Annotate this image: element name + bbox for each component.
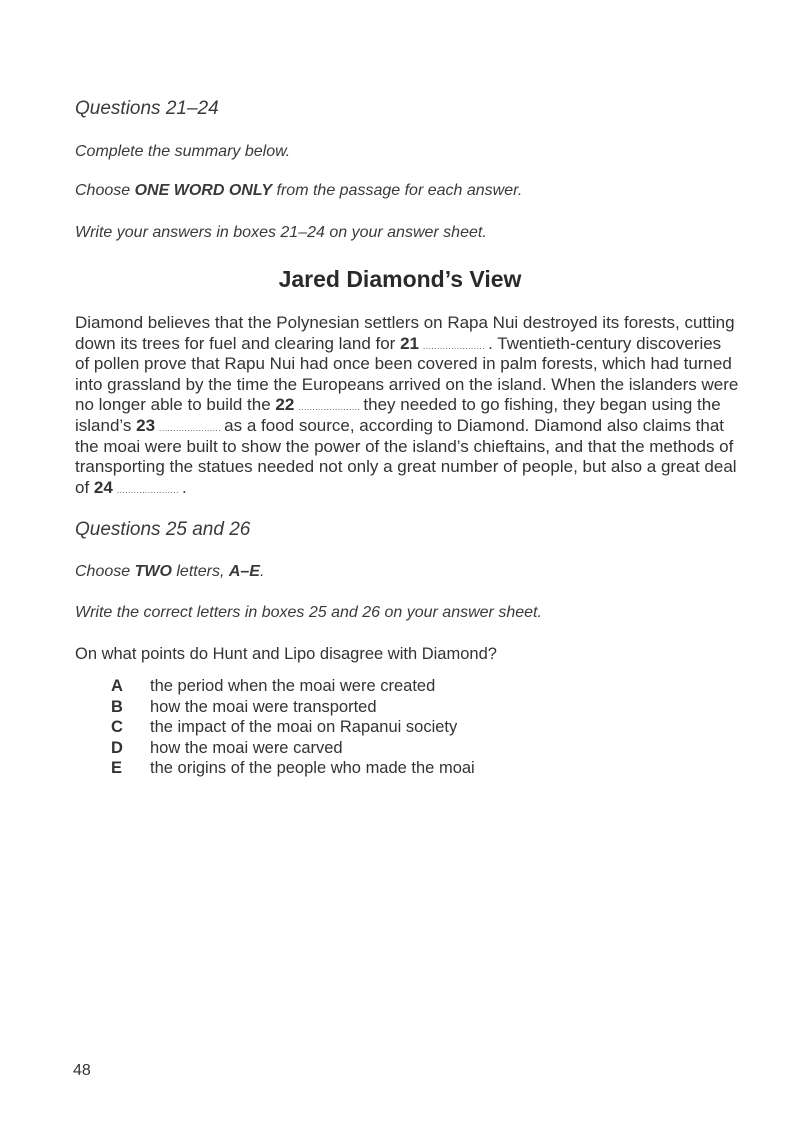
- answer-gap-23: ......................: [159, 423, 222, 433]
- questions-25-26-heading: Questions 25 and 26: [75, 519, 251, 540]
- answer-gap-22: ......................: [298, 403, 361, 413]
- summary-text: down its trees for fuel and clearing land for: [75, 333, 401, 353]
- instruction-emphasis: ONE WORD ONLY: [134, 182, 273, 199]
- summary-line: into grassland by the time the Europeans arrived on the island. When the islanders were: [75, 374, 739, 394]
- summary-text: they needed to go fishing, they began using the: [363, 395, 721, 415]
- summary-text: .: [181, 477, 187, 497]
- option-letter: A: [111, 677, 123, 695]
- summary-text: . Twentieth-century discoveries: [488, 333, 722, 353]
- answer-options-list: [111, 676, 475, 779]
- summary-line: Diamond believes that the Polynesian settlers on Rapa Nui destroyed its forests, cutting: [75, 313, 735, 332]
- option-text: the impact of the moai on Rapanui society: [150, 718, 458, 737]
- instruction-text: letters,: [171, 563, 229, 580]
- instruction-text: Choose: [75, 563, 135, 580]
- option-letter: C: [111, 718, 123, 737]
- answer-option-a: [111, 676, 475, 697]
- option-letter: B: [111, 697, 123, 716]
- summary-line: the moai were built to show the power of the island’s chieftains, and that the methods of: [75, 436, 734, 456]
- summary-line: [75, 478, 765, 499]
- option-text: how the moai were carved: [150, 738, 343, 757]
- option-letter: E: [111, 759, 123, 778]
- option-text: the origins of the people who made the moai: [150, 759, 475, 778]
- summary-line: of pollen prove that Rapu Nui had once been covered in palm forests, which had turned: [75, 354, 732, 374]
- summary-line: [75, 395, 765, 416]
- instruction-text: Choose: [75, 182, 135, 199]
- instruction-text: .: [259, 563, 265, 580]
- instruction-emphasis: A–E: [228, 563, 260, 580]
- question-text: On what points do Hunt and Lipo disagree with Diamond?: [75, 645, 497, 663]
- answer-gap-24: ......................: [116, 485, 179, 495]
- summary-text: no longer able to build the: [75, 395, 276, 415]
- answer-option-c: [111, 717, 475, 738]
- instruction-write-answers: Write your answers in boxes 21–24 on your answer sheet.: [75, 224, 487, 241]
- option-text: how the moai were transported: [150, 697, 377, 716]
- instruction-write-letters: Write the correct letters in boxes 25 and 26 on your answer sheet.: [75, 604, 542, 621]
- instruction-emphasis: TWO: [134, 563, 172, 580]
- summary-line: [75, 334, 765, 355]
- answer-option-e: [111, 758, 475, 779]
- instruction-complete-summary: Complete the summary below.: [75, 143, 291, 160]
- summary-text: as a food source, according to Diamond. Diamond also claims that: [224, 415, 725, 435]
- answer-option-b: [111, 697, 475, 718]
- gap-number-23: 23: [136, 415, 156, 435]
- gap-number-22: 22: [275, 395, 295, 415]
- questions-21-24-heading: Questions 21–24: [75, 98, 219, 119]
- gap-number-21: 21: [400, 333, 419, 353]
- summary-text: island’s: [75, 415, 137, 435]
- summary-title: Jared Diamond’s View: [278, 266, 522, 292]
- instruction-text: from the passage for each answer.: [272, 182, 523, 199]
- answer-option-d: [111, 738, 475, 759]
- option-text: the period when the moai were created: [150, 677, 436, 695]
- summary-paragraph: [75, 313, 765, 498]
- option-letter: D: [111, 738, 123, 757]
- gap-number-24: 24: [93, 477, 113, 497]
- summary-line: transporting the statues needed not only a great number of people, but also a great deal: [75, 457, 737, 477]
- page-number: 48: [73, 1062, 91, 1079]
- instruction-choose-two-letters: [75, 563, 264, 581]
- instruction-choose-one-word: [75, 182, 522, 200]
- summary-text: of: [75, 477, 94, 497]
- summary-line: [75, 416, 765, 437]
- answer-gap-21: ......................: [423, 341, 486, 351]
